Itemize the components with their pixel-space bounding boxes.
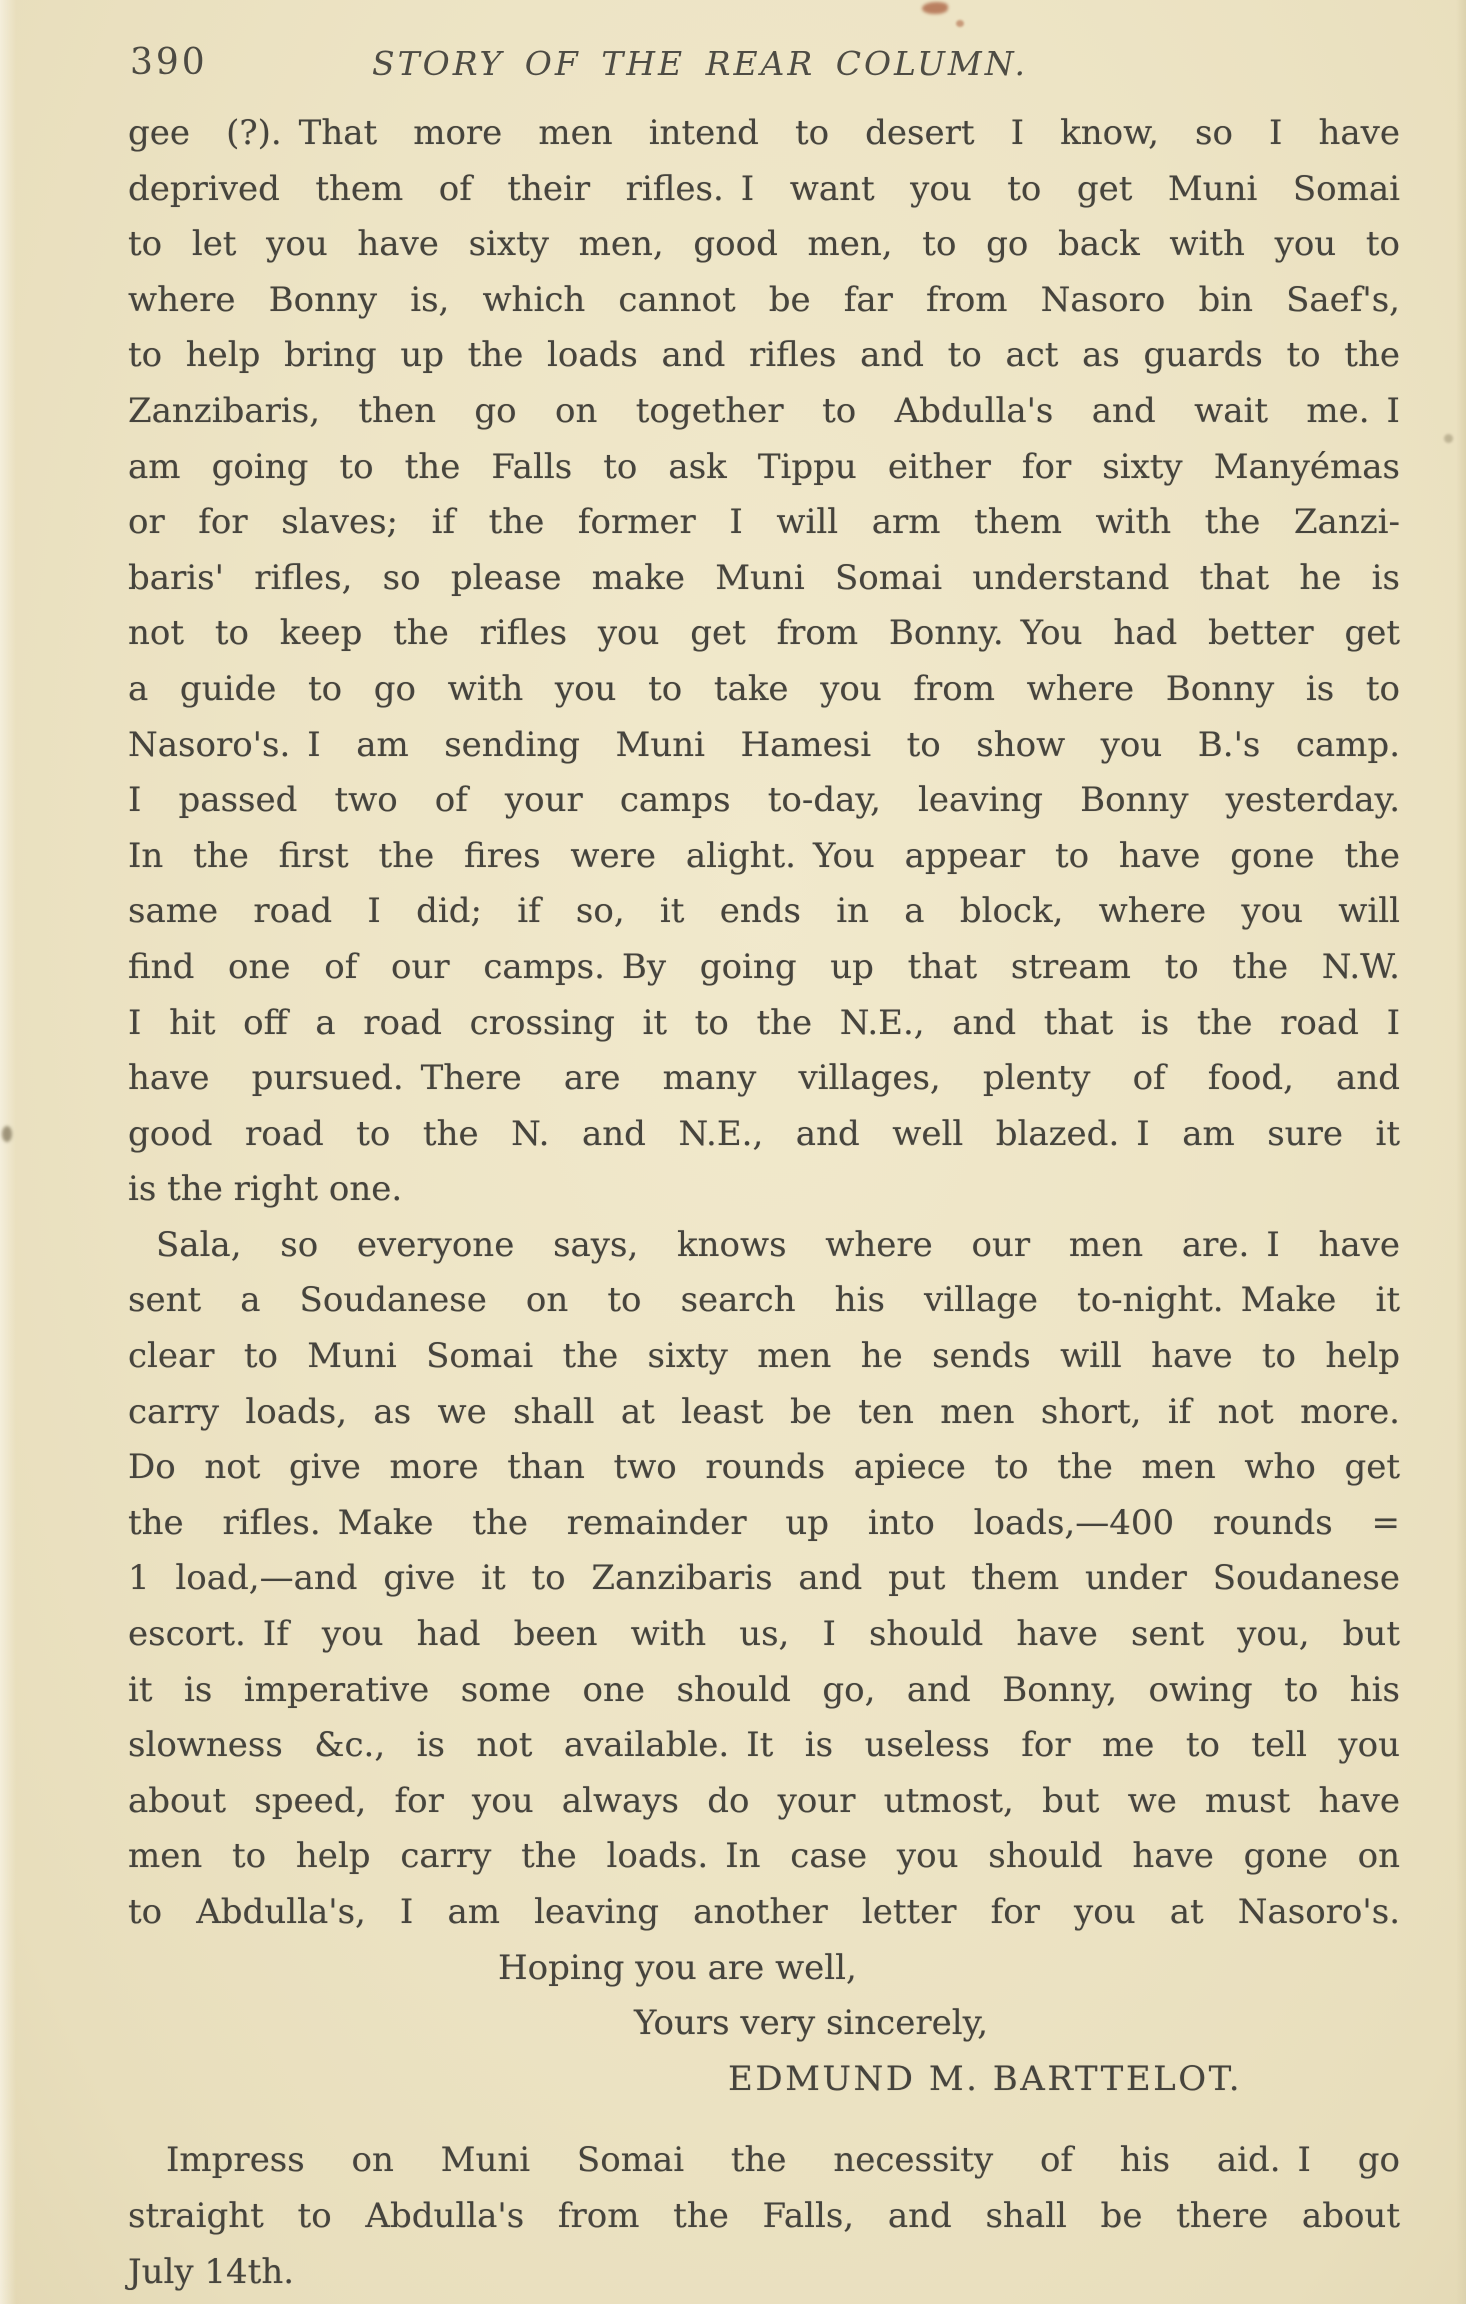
text-line: Nasoro's. I am sending Muni Hamesi to show you B.'s camp. [128, 724, 1400, 765]
text-line: In the first the fires were alight. You appear to have gone the [128, 835, 1400, 876]
text-line: to let you have sixty men, good men, to go back with you to [128, 224, 1400, 265]
signature: EDMUND M. BARTTELOT. [728, 2058, 1243, 2099]
text-line: sent a Soudanese on to search his village to-night. Make it [128, 1280, 1400, 1321]
text-line: I passed two of your camps to-day, leaving Bonny yesterday. [128, 780, 1400, 821]
text-line: good road to the N. and N.E., and well blazed. I am sure it [128, 1113, 1400, 1154]
text-line: Sala, so everyone says, knows where our men are. I have [156, 1224, 1400, 1265]
text-line: to Abdulla's, I am leaving another letter for you at Nasoro's. [128, 1892, 1400, 1932]
closing-line: Hoping you are well, [498, 1947, 857, 1988]
text-line: July 14th. [128, 2251, 295, 2292]
page-number: 390 [130, 42, 208, 83]
text-line: about speed, for you always do your utmost, but we must have [128, 1780, 1400, 1821]
page-header [0, 42, 1466, 102]
text-line: to help bring up the loads and rifles and to act as guards to the [128, 335, 1400, 376]
text-line: Zanzibaris, then go on together to Abdulla's and wait me. I [128, 390, 1400, 431]
text-line: baris' rifles, so please make Muni Somai understand that he is [128, 557, 1400, 598]
closing-line: Yours very sincerely, [634, 2003, 989, 2044]
text-line: Do not give more than two rounds apiece to the men who get [128, 1447, 1400, 1488]
text-line: carry loads, as we shall at least be ten men short, if not more. [128, 1391, 1400, 1432]
paper-speck [956, 20, 964, 27]
text-line: not to keep the rifles you get from Bonny. You had better get [128, 613, 1400, 654]
paper-speck [2, 1126, 12, 1142]
text-line: the rifles. Make the remainder up into loads,—400 rounds = [128, 1502, 1400, 1543]
text-line: slowness &c., is not available. It is useless for me to tell you [128, 1725, 1400, 1766]
text-line: deprived them of their rifles. I want you to get Muni Somai [128, 168, 1400, 209]
text-line: I hit off a road crossing it to the N.E., and that is the road I [128, 1002, 1400, 1043]
text-line: men to help carry the loads. In case you should have gone on [128, 1836, 1400, 1877]
text-line: gee (?). That more men intend to desert I know, so I have [128, 113, 1400, 153]
postscript [128, 2133, 1400, 2300]
running-title: STORY OF THE REAR COLUMN. [372, 44, 1028, 83]
text-line: find one of our camps. By going up that stream to the N.W. [128, 946, 1400, 987]
text-line: a guide to go with you to take you from where Bonny is to [128, 668, 1400, 709]
text-line: where Bonny is, which cannot be far from Nasoro bin Saef's, [128, 279, 1400, 320]
text-line: am going to the Falls to ask Tippu either for sixty Manyémas [128, 446, 1400, 487]
paper-speck [1444, 434, 1453, 443]
text-line: 1 load,—and give it to Zanzibaris and put them under Soudanese [128, 1558, 1400, 1599]
letter-body [128, 106, 1400, 2300]
text-line: it is imperative some one should go, and Bonny, owing to his [128, 1669, 1400, 1710]
text-line: escort. If you had been with us, I should have sent you, but [128, 1614, 1400, 1655]
text-line: or for slaves; if the former I will arm them with the Zanzi- [128, 502, 1400, 543]
text-line: clear to Muni Somai the sixty men he sends will have to help [128, 1336, 1400, 1377]
text-line: have pursued. There are many villages, plenty of food, and [128, 1058, 1400, 1099]
text-line: same road I did; if so, it ends in a block, where you will [128, 891, 1400, 932]
paper-speck [922, 2, 948, 14]
text-line: Impress on Muni Somai the necessity of his aid. I go [166, 2140, 1400, 2181]
text-line: straight to Abdulla's from the Falls, and shall be there about [128, 2195, 1400, 2236]
text-line: is the right one. [128, 1169, 403, 1210]
